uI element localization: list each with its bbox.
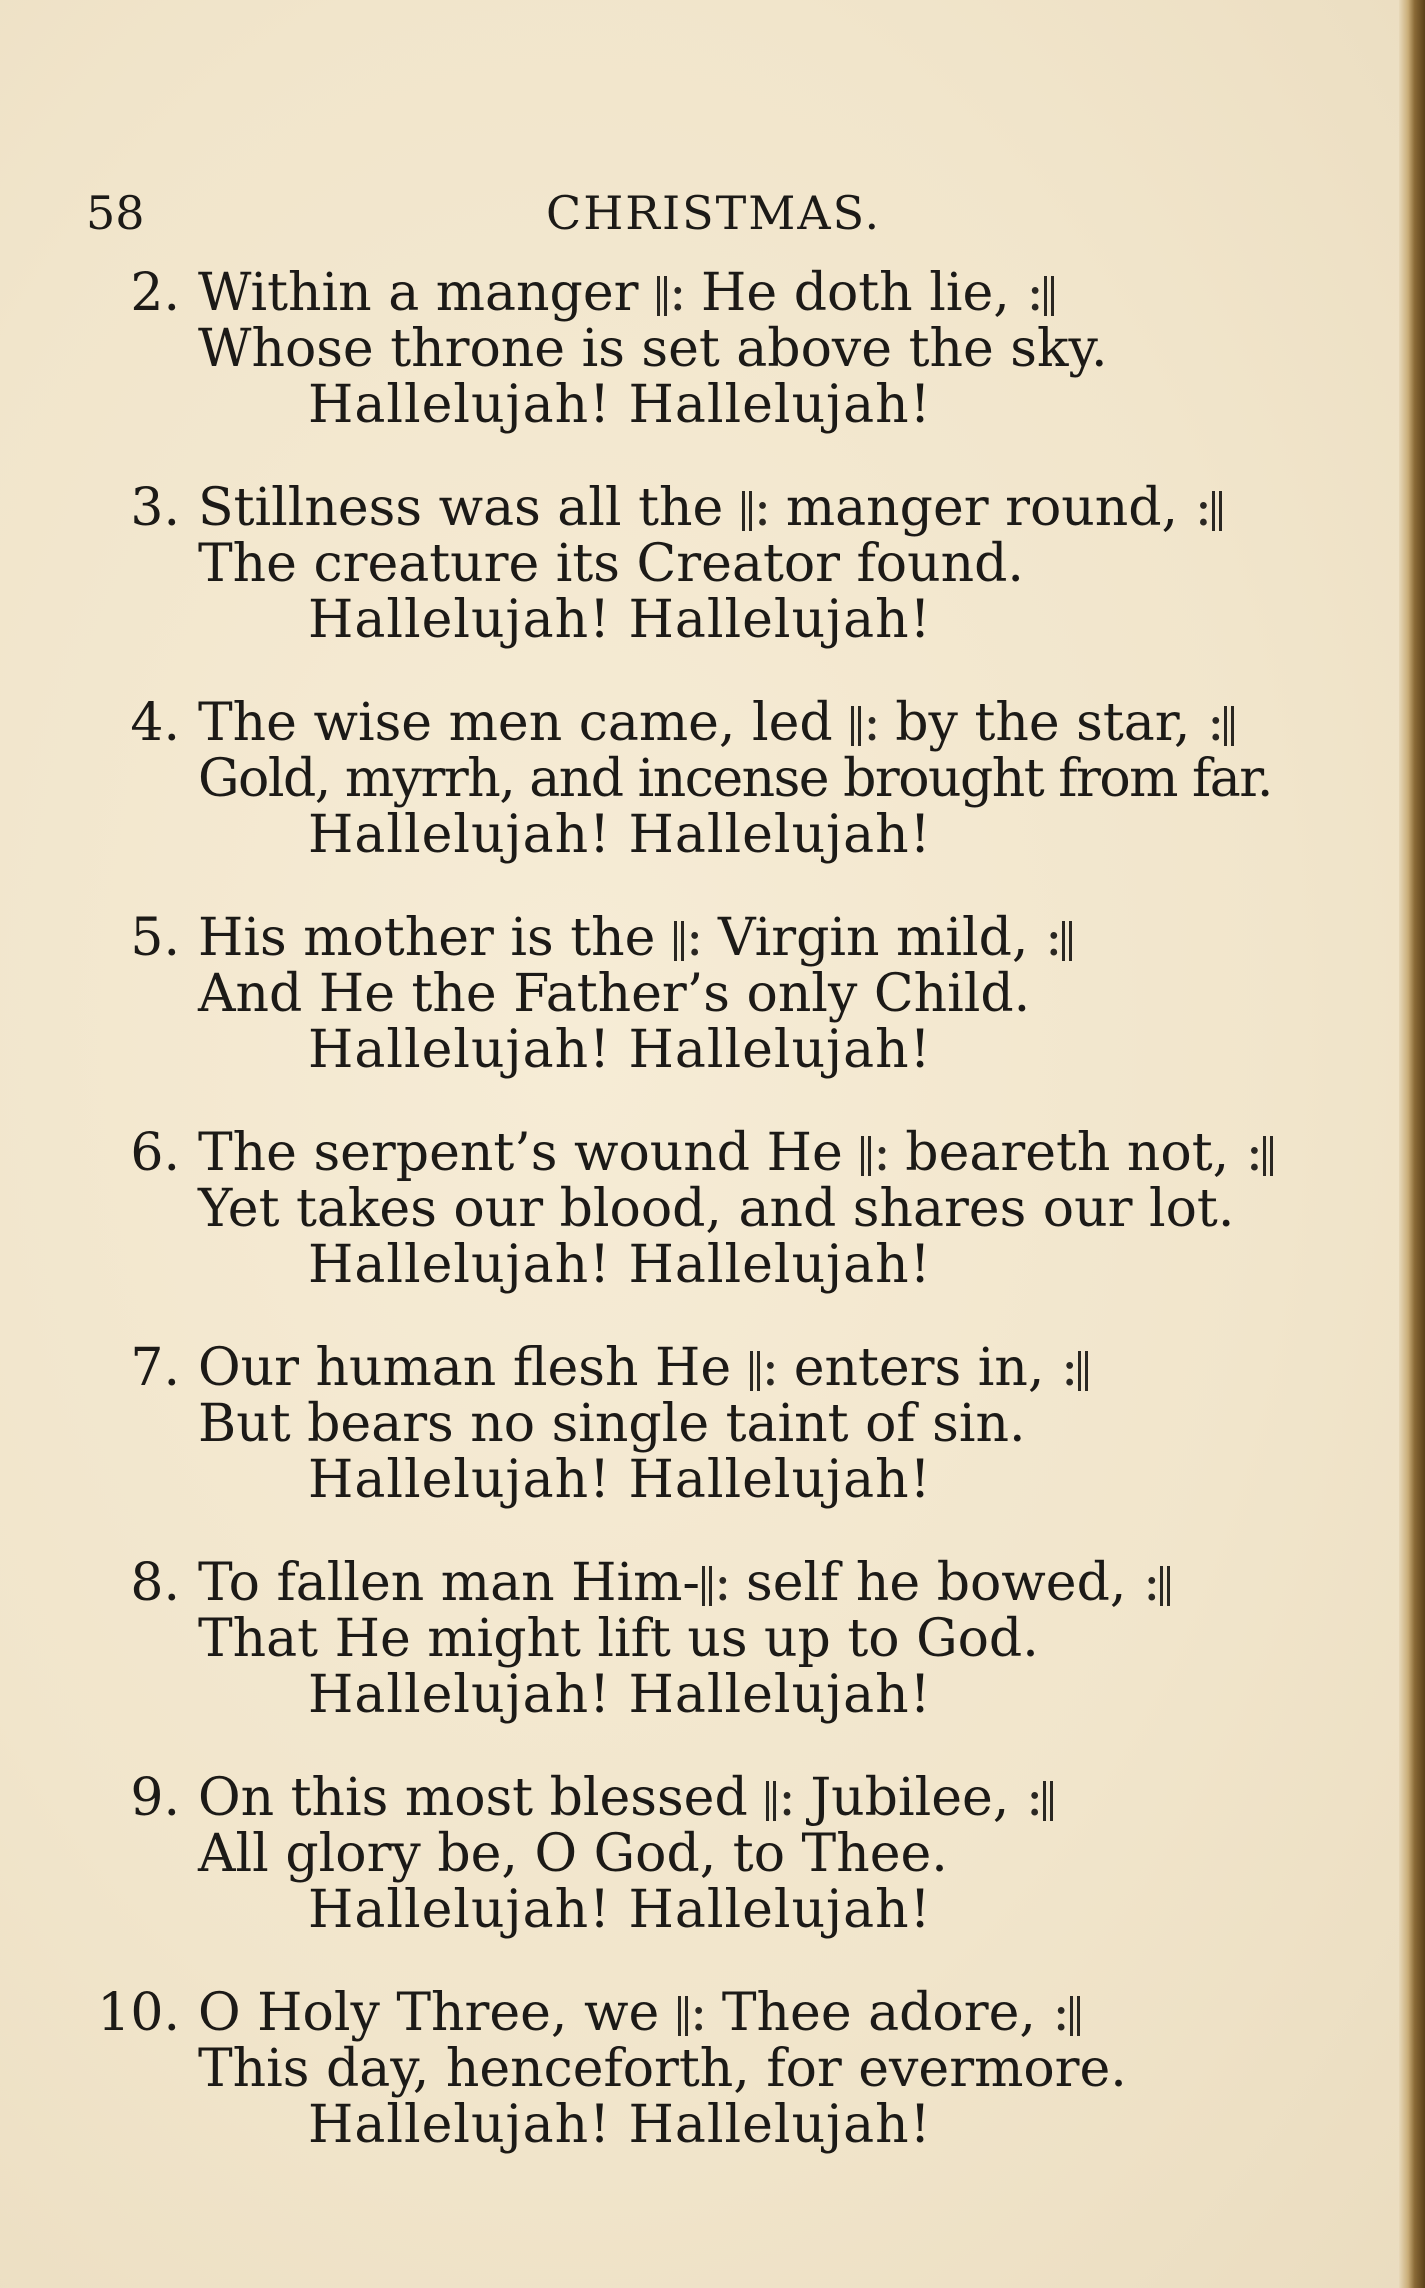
verse-line-2: That He might lift us up to God. bbox=[198, 1609, 1039, 1669]
refrain: Hallelujah! Hallelujah! bbox=[308, 1450, 932, 1510]
verse-line-2: Gold, myrrh, and incense brought from far. bbox=[198, 749, 1272, 809]
repeat-close-icon: : bbox=[1026, 1768, 1056, 1828]
verse-line-1 bbox=[198, 1555, 1172, 1611]
verse-number: 4. bbox=[130, 693, 180, 753]
repeat-close-icon: : bbox=[1061, 1338, 1091, 1398]
repeat-open-icon: : bbox=[748, 1338, 778, 1398]
book-spine-edge bbox=[1399, 0, 1425, 2288]
refrain: Hallelujah! Hallelujah! bbox=[308, 1665, 932, 1725]
line-text: enters in, bbox=[777, 1338, 1061, 1398]
verse-6 bbox=[80, 1125, 1330, 1340]
verse-line-1 bbox=[198, 1770, 1055, 1826]
repeat-open-icon: : bbox=[700, 1553, 730, 1613]
verse-4 bbox=[80, 695, 1330, 910]
verse-line-2: Yet takes our blood, and shares our lot. bbox=[198, 1179, 1235, 1239]
verse-2 bbox=[80, 265, 1330, 480]
verse-5 bbox=[80, 910, 1330, 1125]
verse-line-2: And He the Father’s only Child. bbox=[198, 964, 1031, 1024]
refrain: Hallelujah! Hallelujah! bbox=[308, 1020, 932, 1080]
refrain: Hallelujah! Hallelujah! bbox=[308, 590, 932, 650]
verse-7 bbox=[80, 1340, 1330, 1555]
verse-line-1 bbox=[198, 1125, 1275, 1181]
line-text: The wise men came, led bbox=[198, 693, 850, 753]
refrain: Hallelujah! Hallelujah! bbox=[308, 375, 932, 435]
refrain: Hallelujah! Hallelujah! bbox=[308, 805, 932, 865]
verse-8 bbox=[80, 1555, 1330, 1770]
line-text: manger round, bbox=[769, 478, 1195, 538]
verse-3 bbox=[80, 480, 1330, 695]
verse-line-2: This day, henceforth, for evermore. bbox=[198, 2039, 1127, 2099]
repeat-open-icon: : bbox=[655, 263, 685, 323]
verse-line-2: Whose throne is set above the sky. bbox=[198, 319, 1108, 379]
verse-line-1 bbox=[198, 1985, 1082, 2041]
repeat-close-icon: : bbox=[1052, 1983, 1082, 2043]
verse-line-2: The creature its Creator found. bbox=[198, 534, 1024, 594]
verse-line-1 bbox=[198, 480, 1224, 536]
line-text: To fallen man Him- bbox=[198, 1553, 700, 1613]
refrain: Hallelujah! Hallelujah! bbox=[308, 1880, 932, 1940]
verse-10 bbox=[80, 1985, 1330, 2200]
verse-line-1 bbox=[198, 695, 1236, 751]
line-text: He doth lie, bbox=[684, 263, 1027, 323]
verse-number: 2. bbox=[130, 263, 180, 323]
verse-number: 7. bbox=[130, 1338, 180, 1398]
verse-9 bbox=[80, 1770, 1330, 1985]
hymn-verses bbox=[80, 265, 1330, 2200]
repeat-open-icon: : bbox=[849, 693, 879, 753]
line-text: O Holy Three, we bbox=[198, 1983, 676, 2043]
line-text: by the star, bbox=[878, 693, 1207, 753]
repeat-close-icon: : bbox=[1207, 693, 1237, 753]
verse-number: 5. bbox=[130, 908, 180, 968]
verse-number: 10. bbox=[97, 1983, 180, 2043]
repeat-open-icon: : bbox=[676, 1983, 706, 2043]
repeat-close-icon: : bbox=[1026, 263, 1056, 323]
verse-number: 9. bbox=[130, 1768, 180, 1828]
refrain: Hallelujah! Hallelujah! bbox=[308, 1235, 932, 1295]
repeat-open-icon: : bbox=[740, 478, 770, 538]
repeat-close-icon: : bbox=[1246, 1123, 1276, 1183]
line-text: self he bowed, bbox=[729, 1553, 1143, 1613]
line-text: The serpent’s wound He bbox=[198, 1123, 860, 1183]
line-text: Within a manger bbox=[198, 263, 655, 323]
verse-line-1 bbox=[198, 910, 1074, 966]
line-text: His mother is the bbox=[198, 908, 672, 968]
verse-line-2: But bears no single taint of sin. bbox=[198, 1394, 1026, 1454]
repeat-open-icon: : bbox=[672, 908, 702, 968]
repeat-close-icon: : bbox=[1143, 1553, 1173, 1613]
repeat-open-icon: : bbox=[764, 1768, 794, 1828]
page-number: 58 bbox=[86, 186, 145, 240]
verse-line-1 bbox=[198, 1340, 1090, 1396]
verse-number: 8. bbox=[130, 1553, 180, 1613]
verse-number: 3. bbox=[130, 478, 180, 538]
line-text: Jubilee, bbox=[793, 1768, 1026, 1828]
verse-number: 6. bbox=[130, 1123, 180, 1183]
repeat-close-icon: : bbox=[1195, 478, 1225, 538]
line-text: Our human flesh He bbox=[198, 1338, 748, 1398]
page-title: CHRISTMAS. bbox=[546, 186, 882, 240]
line-text: Virgin mild, bbox=[701, 908, 1045, 968]
verse-line-1 bbox=[198, 265, 1056, 321]
line-text: On this most blessed bbox=[198, 1768, 765, 1828]
refrain: Hallelujah! Hallelujah! bbox=[308, 2095, 932, 2155]
line-text: Thee adore, bbox=[705, 1983, 1053, 2043]
line-text: beareth not, bbox=[888, 1123, 1246, 1183]
repeat-close-icon: : bbox=[1045, 908, 1075, 968]
verse-line-2: All glory be, O God, to Thee. bbox=[198, 1824, 948, 1884]
line-text: Stillness was all the bbox=[198, 478, 740, 538]
repeat-open-icon: : bbox=[859, 1123, 889, 1183]
running-head bbox=[86, 178, 1316, 248]
